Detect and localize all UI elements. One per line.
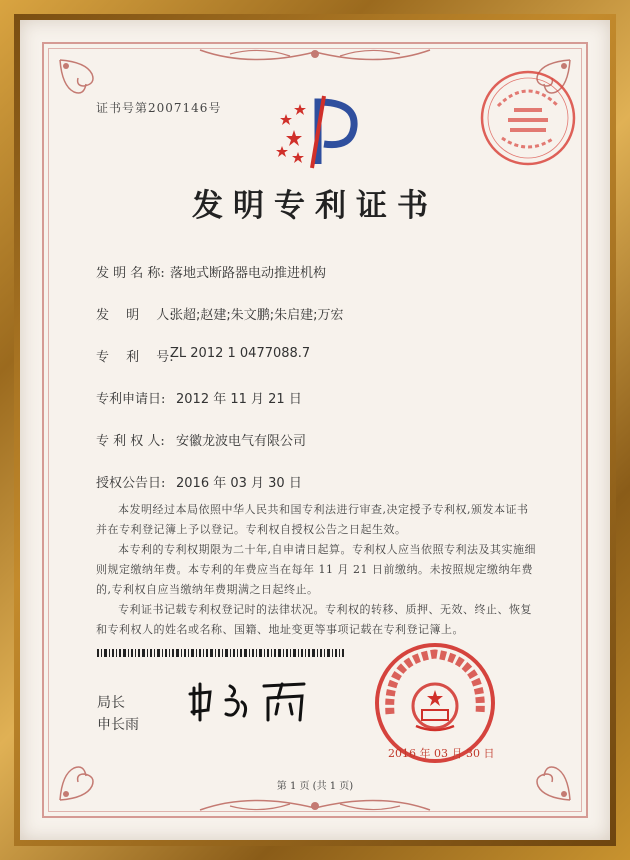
patent-office-emblem-icon — [272, 92, 362, 172]
ornament-bottom-right-icon — [514, 744, 574, 804]
seal-date: 2016 年 03 月 30 日 — [388, 747, 495, 760]
application-date-value: 2012 年 11 月 21 日 — [176, 392, 302, 407]
body-paragraph: 本发明经过本局依照中华人民共和国专利法进行审查,决定授予专利权,颁发本证书并在专利登记簿上予以登记。专利权自授权公告之日起生效。 — [96, 503, 529, 536]
agency-stamp-icon — [478, 68, 578, 168]
certificate-number: 证书号第2007146号 — [96, 101, 222, 115]
signatory-name: 申长雨 — [97, 717, 139, 733]
application-date-label: 专利申请日: — [96, 392, 166, 407]
ornament-bottom-center-icon — [190, 788, 440, 816]
page-label: 第 1 页 (共 1 页) — [276, 781, 354, 792]
certificate-body — [96, 500, 536, 640]
signatory-title: 局长 — [97, 695, 125, 711]
certificate-title: 发明专利证书 — [192, 188, 438, 224]
ornament-top-center-icon — [190, 44, 440, 72]
body-paragraph: 本专利的专利权期限为二十年,自申请日起算。专利权人应当依照专利法及其实施细则规定缴纳年费。本专利的年费应当在每年 11 月 21 日前缴纳。未按照规定缴纳年费的,专利权自应当缴纳年费期满之日起终止。 — [96, 543, 536, 596]
grant-date-label: 授权公告日: — [96, 476, 166, 491]
signature-icon — [186, 676, 316, 726]
barcode-icon — [97, 649, 344, 657]
patent-number-value: ZL 2012 1 0477088.7 — [170, 346, 311, 361]
invention-name-label: 发 明 名 称: — [96, 266, 165, 281]
patentee-label: 专 利 权 人: — [96, 434, 165, 449]
ornament-bottom-left-icon — [56, 744, 116, 804]
inventor-value: 张超;赵建;朱文鹏;朱启建;万宏 — [170, 308, 344, 323]
body-paragraph: 专利证书记载专利权登记时的法律状况。专利权的转移、质押、无效、终止、恢复和专利权人的姓名或名称、国籍、地址变更等事项记载在专利登记簿上。 — [96, 603, 532, 636]
invention-name-value: 落地式断路器电动推进机构 — [170, 266, 327, 281]
patent-number-label: 专 利 号: — [96, 350, 174, 365]
patentee-value: 安徽龙波电气有限公司 — [176, 434, 307, 449]
grant-date-value: 2016 年 03 月 30 日 — [176, 476, 302, 491]
inventor-label: 发 明 人: — [96, 308, 174, 323]
